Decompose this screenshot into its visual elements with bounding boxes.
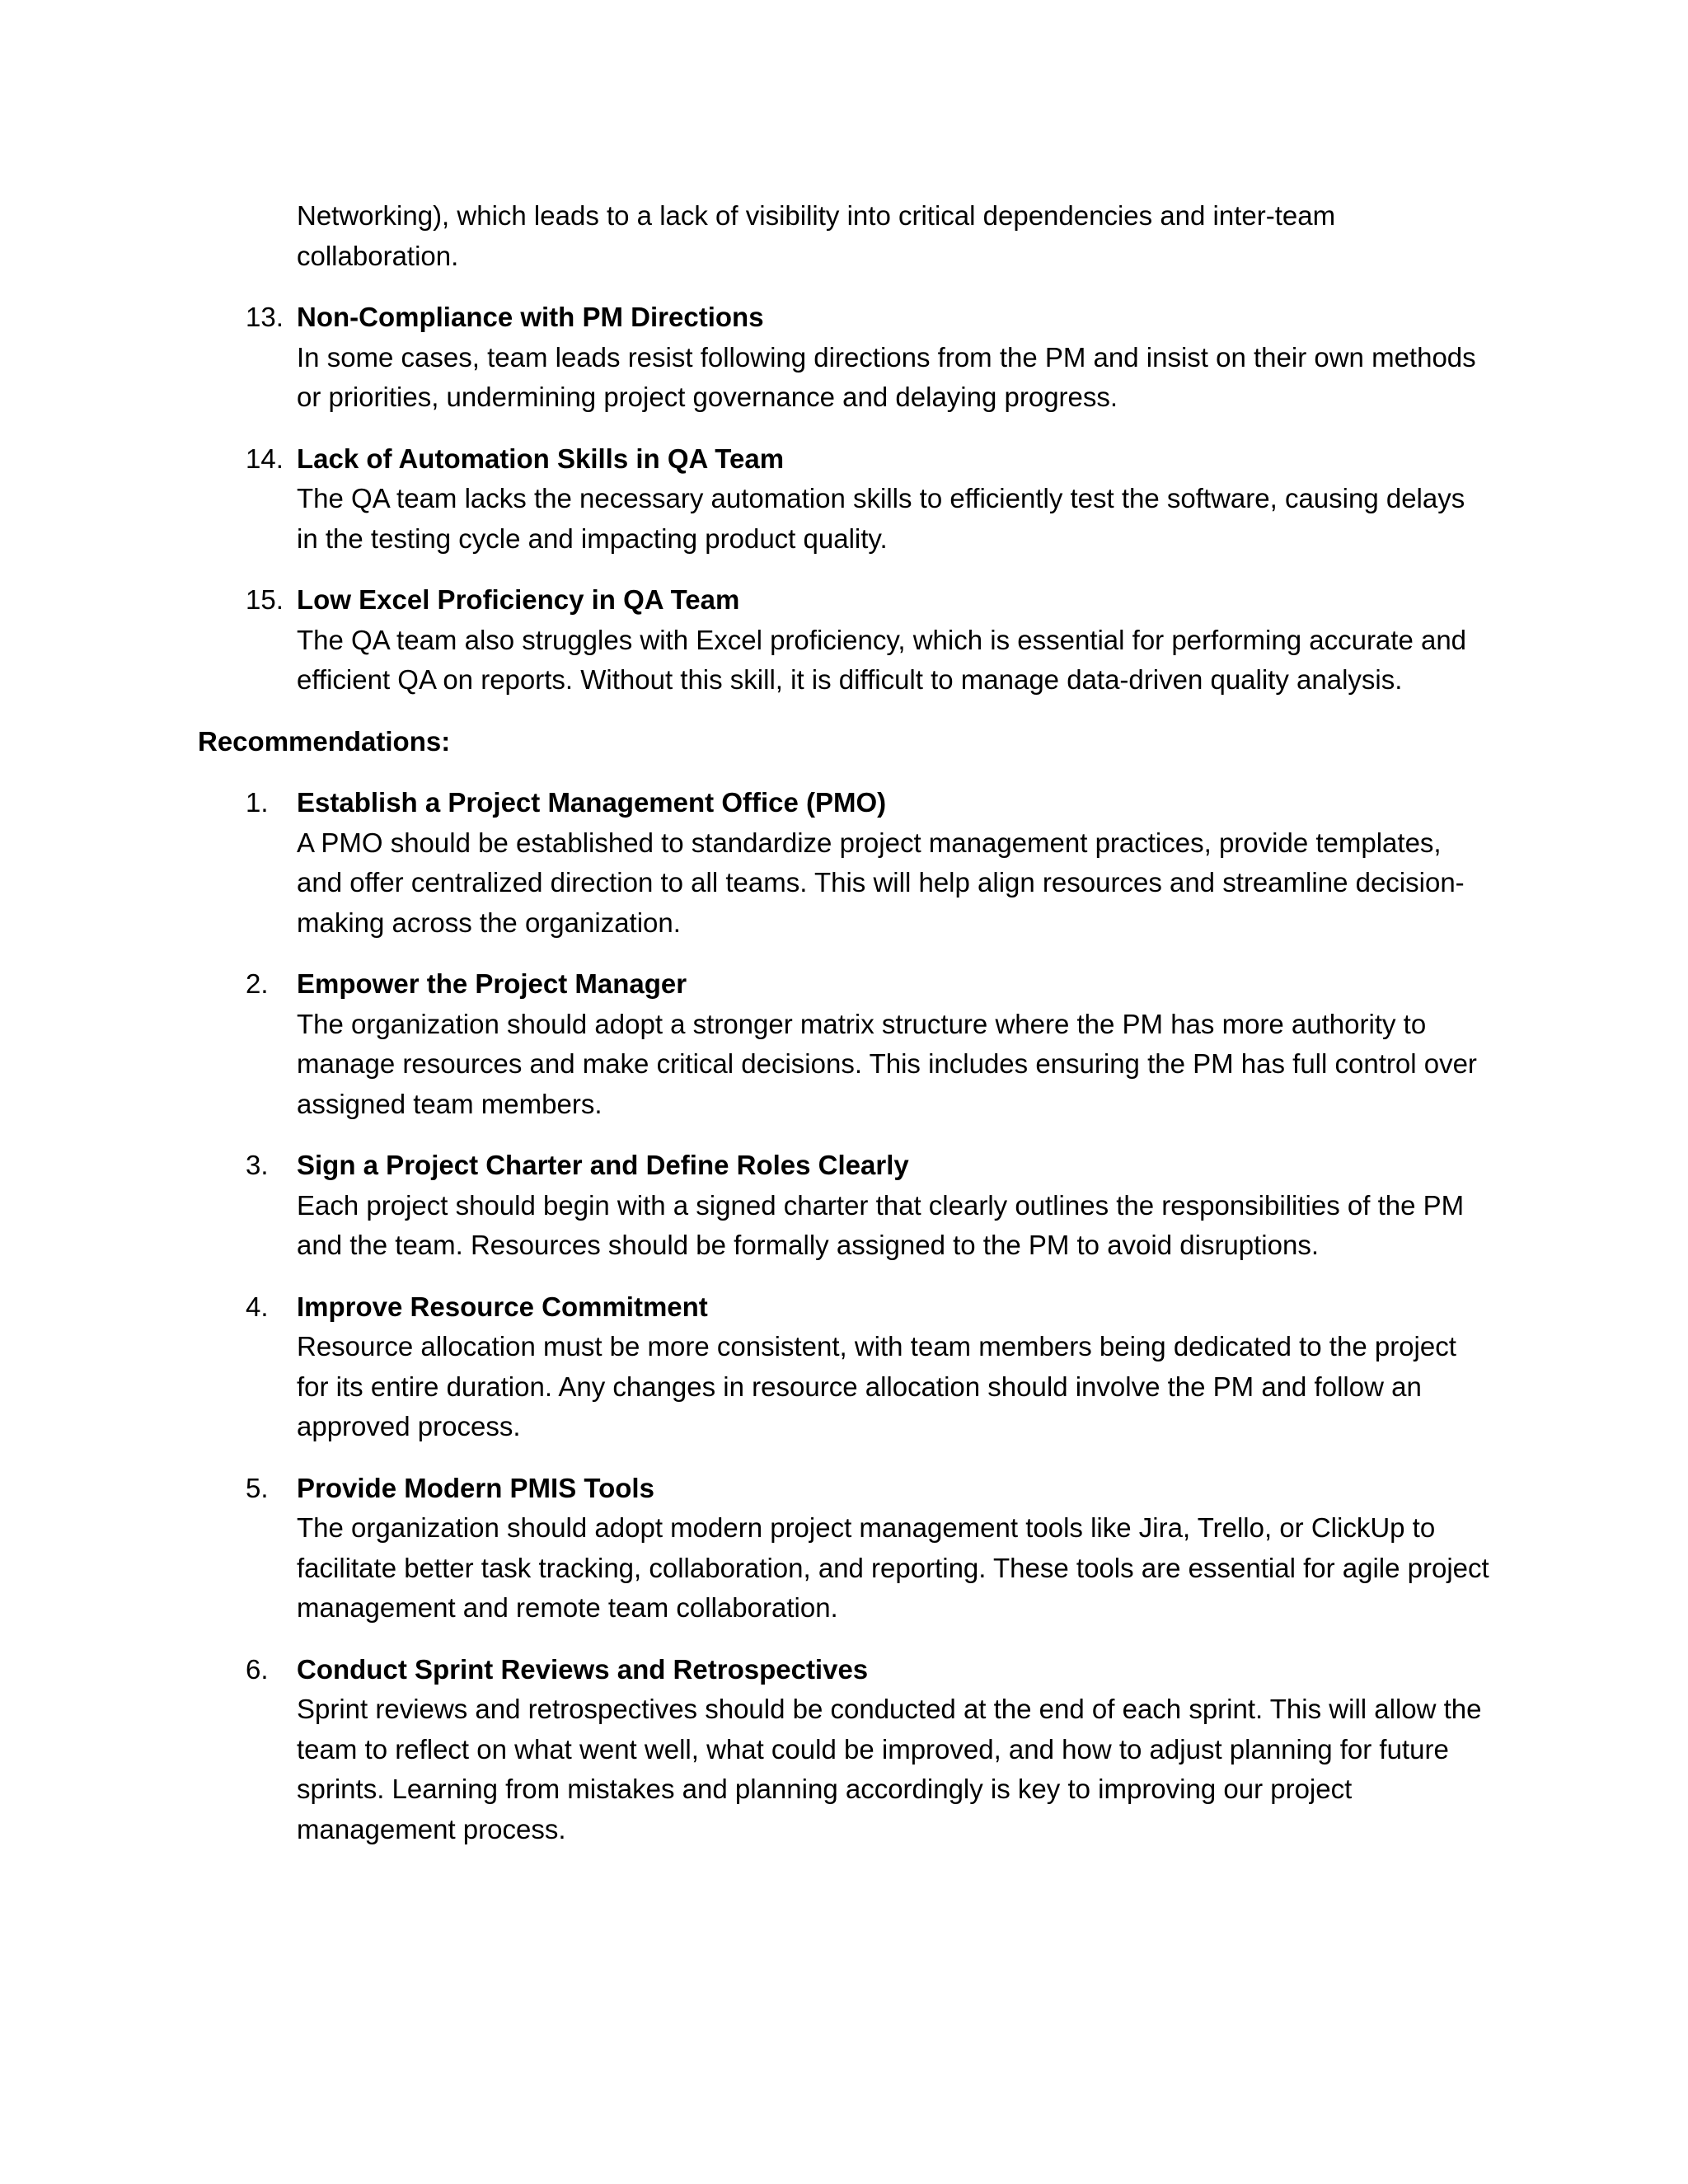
list-number: 6.: [246, 1653, 269, 1685]
list-number: 2.: [246, 968, 269, 999]
item-description: Each project should begin with a signed charter that clearly outlines the responsibilities of the PM and the team. Resources should be formally assigned to the PM to avoid disruptions.: [297, 1189, 1465, 1260]
item-description: The organization should adopt modern project management tools like Jira, Trello, or ClickUp to facilitate better task tracking, collaboration, and reporting. These tools are essential for agile project management and remote team collaboration.: [297, 1512, 1489, 1623]
item-description: The QA team lacks the necessary automation skills to efficiently test the software, causing delays in the testing cycle and impacting product quality.: [297, 483, 1465, 554]
item-title: Non-Compliance with PM Directions: [297, 302, 764, 332]
item-title: Conduct Sprint Reviews and Retrospectives: [297, 1653, 869, 1685]
item-title: Provide Modern PMIS Tools: [297, 1472, 654, 1503]
item-title: Lack of Automation Skills in QA Team: [297, 443, 785, 474]
item-description: Resource allocation must be more consistent, with team members being dedicated to the project for its entire duration. Any changes in resource allocation should involve the PM and follow an approved process.: [297, 1331, 1456, 1441]
item-title: Sign a Project Charter and Define Roles Clearly: [297, 1150, 909, 1180]
item-description: Sprint reviews and retrospectives should be conducted at the end of each sprint. This will allow the team to reflect on what went well, what could be improved, and how to adjust planning for future sprints. Learning from mistakes and planning accordingly is key to improving our project management process.: [297, 1694, 1482, 1844]
item-description: The organization should adopt a stronger matrix structure where the PM has more authority to manage resources and make critical decisions. This includes ensuring the PM has full control over assigned team members.: [297, 1008, 1477, 1119]
item-title: Low Excel Proficiency in QA Team: [297, 584, 740, 615]
recommendation-item-4: [198, 1287, 1492, 1447]
challenges-list: [198, 298, 1492, 701]
item-description: A PMO should be established to standardize project management practices, provide templates, and offer centralized direction to all teams. This will help align resources and streamline decision-making across the organization.: [297, 827, 1465, 938]
list-number: 15.: [246, 584, 284, 615]
list-number: 3.: [246, 1150, 269, 1180]
challenge-item-15: [198, 580, 1492, 701]
recommendations-list: [198, 783, 1492, 1849]
list-number: 4.: [246, 1291, 269, 1322]
challenge-item-14: [198, 439, 1492, 560]
list-number: 5.: [246, 1472, 269, 1503]
recommendation-item-2: [198, 964, 1492, 1124]
item-title: Establish a Project Management Office (PMO): [297, 787, 887, 818]
document-body: [198, 196, 1492, 1871]
recommendations-heading: Recommendations:: [198, 725, 451, 757]
item-title: Empower the Project Manager: [297, 968, 687, 999]
item-title: Improve Resource Commitment: [297, 1291, 708, 1322]
list-number: 13.: [246, 302, 284, 332]
recommendation-item-1: [198, 783, 1492, 943]
list-number: 14.: [246, 443, 284, 474]
recommendation-item-5: [198, 1469, 1492, 1629]
recommendation-item-3: [198, 1146, 1492, 1266]
continuation-paragraph: Networking), which leads to a lack of visibility into critical dependencies and inter-team collaboration.: [297, 200, 1336, 271]
item-description: In some cases, team leads resist following directions from the PM and insist on their own methods or priorities, undermining project governance and delaying progress.: [297, 341, 1476, 412]
list-number: 1.: [246, 787, 269, 818]
challenge-item-13: [198, 298, 1492, 418]
item-description: The QA team also struggles with Excel proficiency, which is essential for performing accurate and efficient QA on reports. Without this skill, it is difficult to manage data-driven quality analysis.: [297, 624, 1467, 695]
recommendation-item-6: [198, 1650, 1492, 1850]
